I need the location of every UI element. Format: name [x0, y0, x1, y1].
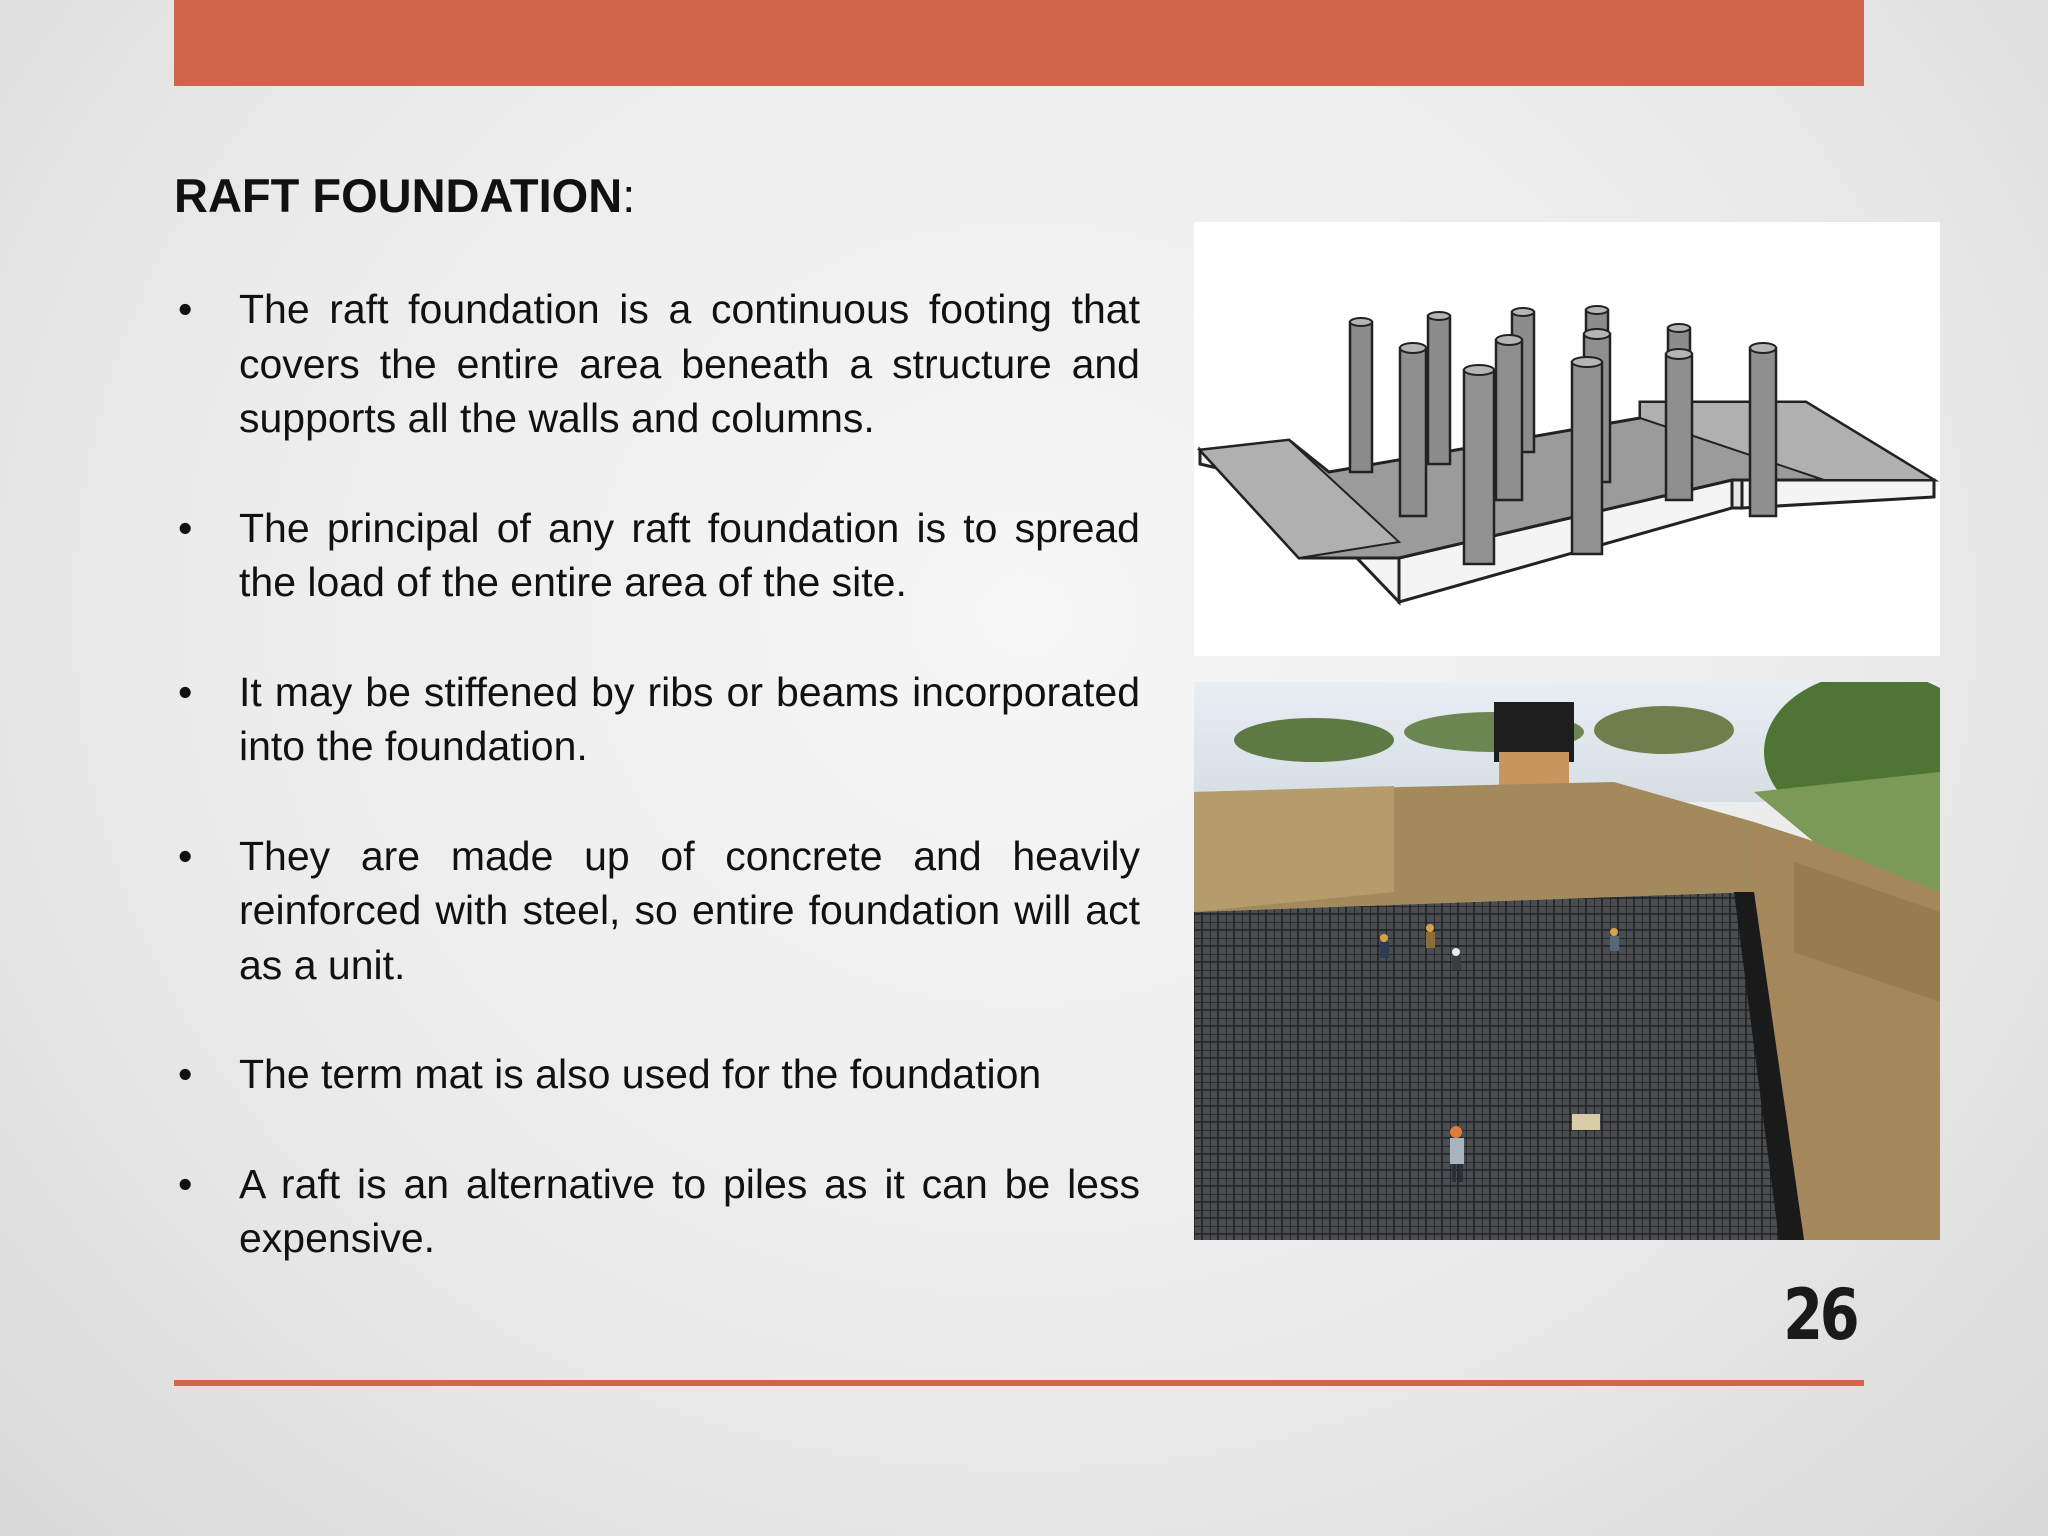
page-number: 26 — [1782, 1274, 1856, 1356]
construction-site-photo — [1194, 682, 1940, 1240]
bullet-item — [174, 829, 1140, 993]
bullet-marker: • — [178, 832, 193, 879]
slide-title — [174, 168, 635, 224]
bullet-item — [174, 282, 1140, 446]
bullet-text: They are made up of concrete and heavily reinforced with steel, so entire foundation will act as a unit. — [239, 832, 1140, 988]
top-accent-bar — [174, 0, 1864, 86]
bullet-marker: • — [178, 668, 193, 715]
construction-photo-svg — [1194, 682, 1940, 1240]
bullet-item — [174, 1047, 1140, 1102]
bullet-list — [174, 282, 1140, 1321]
bullet-text: The term mat is also used for the foundation — [239, 1051, 1042, 1097]
bullet-text: The principal of any raft foundation is to spread the load of the entire area of the site. — [239, 504, 1140, 605]
bullet-marker: • — [178, 504, 193, 551]
bottom-accent-rule — [174, 1380, 1864, 1386]
bullet-marker: • — [178, 1051, 193, 1097]
bullet-item — [174, 501, 1140, 610]
raft-diagram-svg — [1194, 222, 1940, 656]
bullet-item — [174, 665, 1140, 774]
bullet-marker: • — [178, 286, 193, 332]
bullet-text: It may be stiffened by ribs or beams incorporated into the foundation. — [239, 668, 1140, 769]
bullet-text: The raft foundation is a continuous footing that covers the entire area beneath a structure and supports all the walls and columns. — [239, 286, 1140, 441]
bullet-item — [174, 1157, 1140, 1266]
bullet-marker: • — [178, 1160, 193, 1207]
raft-foundation-diagram — [1194, 222, 1940, 656]
slide-title-suffix: : — [622, 169, 636, 222]
slide-title-bold: RAFT FOUNDATION — [174, 169, 623, 222]
bullet-text: A raft is an alternative to piles as it can be less expensive. — [239, 1160, 1140, 1261]
